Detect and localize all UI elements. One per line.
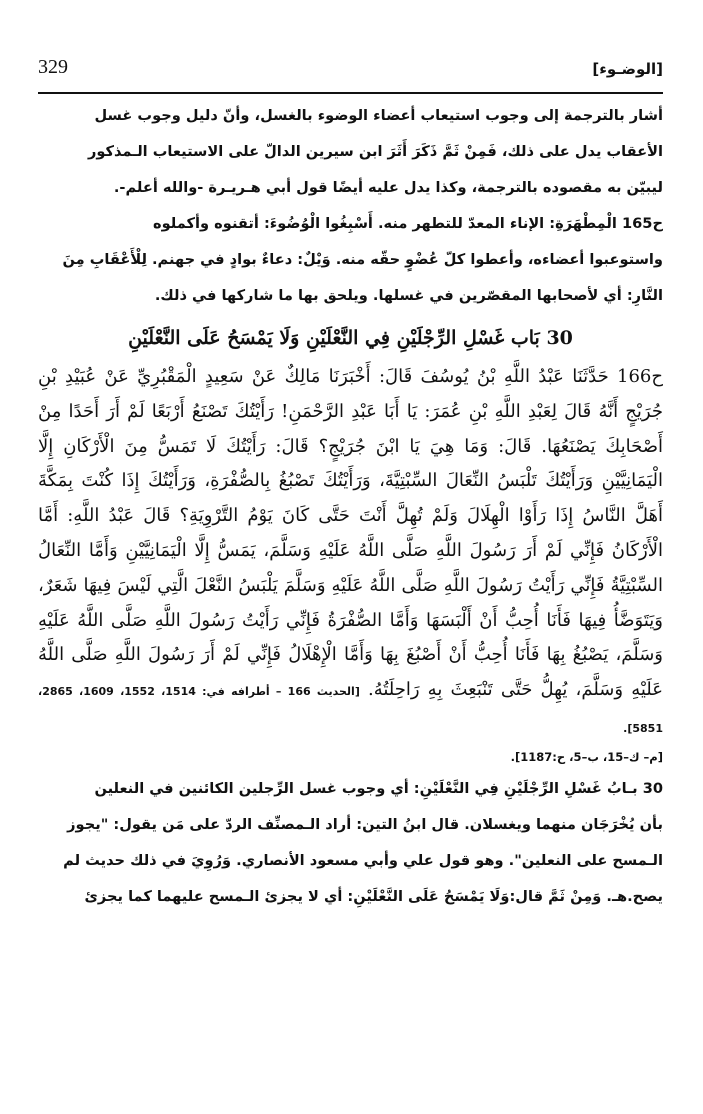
page-header — [38, 52, 663, 94]
hadith-reference: [الحديث 166 – أطرافه في: 1514، 1552، 1609، 2865، 5851]. — [38, 685, 663, 735]
page-number: 329 — [38, 56, 68, 78]
notes-line: ليبيّن به مقصوده بالترجمة، وكذا يدل عليه أيضًا قول أبي هـريـرة -والله أعلم-. — [113, 179, 663, 196]
notes-line: الأعقاب يدل على ذلك، فَمِنْ ثَمَّ ذَكَرَ أَثَرَ ابن سيرين الدالّ على الاستيعاب الـمذكور — [87, 143, 663, 160]
hadith-text — [38, 360, 663, 747]
chapter-title: 30 بَاب غَسْلِ الرِّجْلَيْنِ فِي النَّعْلَيْنِ وَلَا يَمْسَحُ عَلَى النَّعْلَيْنِ — [128, 327, 573, 349]
notes-line: أشار بالترجمة إلى وجوب استيعاب أعضاء الوضوء بالغسل، وأنّ دليل وجوب غسل — [94, 107, 663, 124]
notes-section — [38, 98, 663, 314]
commentary-line: 30 بـابُ غَسْلِ الرِّجْلَيْنِ فِي النَّعْلَيْنِ: أي وجوب غسل الرِّجلين الكائنين في النعلين — [94, 779, 663, 797]
commentary-line: الـمسح على النعلين". وهو قول علي وأبي مسعود الأنصاري. وَرُوِيَ في ذلك حديث لم — [63, 851, 663, 869]
notes-line: النَّارِ: أي لأصحابها المقصّرين في غسلها. ويلحق بها ما شاركها في ذلك. — [154, 287, 663, 304]
notes-line: واستوعبوا أعضاءه، وأعطوا كلّ عُضْوٍ حقّه منه. وَيْلٌ: دعاءٌ بوادٍ في جهنم. لِلْأَعْقَابِ مِنَ — [62, 251, 663, 268]
commentary-line: بأن يُخْرَجَان منهما ويغسلان. قال ابنُ التين: أراد الـمصنِّف الردّ على مَن يقول: "يجوز — [67, 815, 663, 833]
running-title: [الوضـوء] — [592, 60, 663, 78]
commentary-line: يصح.هـ. وَمِنْ ثَمَّ قال:وَلَا يَمْسَحُ عَلَى النَّعْلَيْنِ: أي لا يجزئ الـمسح عليهما كما يجزئ — [84, 887, 663, 905]
page-content — [38, 98, 663, 915]
hadith-reference-muslim: [م– ك–15، ب–5، ح:1187]. — [510, 749, 663, 764]
commentary-section — [38, 771, 663, 915]
notes-line: ح165 الْمِطْهَرَةِ: الإناء المعدّ للتطهر منه. أَسْبِغُوا الْوُضُوءَ: أتقنوه وأكملوه — [153, 215, 663, 232]
hadith-body: ح166 حَدَّثَنَا عَبْدُ اللَّهِ بْنُ يُوسُفَ قَالَ: أَخْبَرَنَا مَالِكٌ عَنْ سَعِيدٍ الْمَقْبُرِيِّ عَنْ عُبَيْدِ بْنِ جُرَيْجٍ أَنَّهُ قَالَ لِعَبْدِ اللَّهِ بْنِ عُمَرَ: يَا أَبَا عَبْدِ الرَّحْمَنِ! رَأَيْتُكَ تَصْنَعُ أَرْبَعًا لَمْ أَرَ أَحَدًا مِنْ أَصْحَابِكَ يَصْنَعُهَا. قَالَ: وَمَا هِيَ يَا ابْنَ جُرَيْجٍ؟ قَالَ: رَأَيْتُكَ لَا تَمَسُّ مِنَ الْأَرْكَانِ إِلَّا الْيَمَانِيَّيْنِ وَرَأَيْتُكَ تَلْبَسُ النِّعَالَ السِّبْتِيَّةَ، وَرَأَيْتُكَ تَصْبُغُ بِالصُّفْرَةِ، وَرَأَيْتُكَ إِذَا كُنْتَ بِمَكَّةَ أَهَلَّ النَّاسُ إِذَا رَأَوْا الْهِلَالَ وَلَمْ تُهِلَّ أَنْتَ حَتَّى كَانَ يَوْمُ التَّرْوِيَةِ؟ قَالَ عَبْدُ اللَّهِ: أَمَّا الْأَرْكَانُ فَإِنِّي لَمْ أَرَ رَسُولَ اللَّهِ صَلَّى اللَّهُ عَلَيْهِ وَسَلَّمَ، يَمَسُّ إِلَّا الْيَمَانِيَّيْنِ وَأَمَّا النِّعَالُ السِّبْتِيَّةُ فَإِنِّي رَأَيْتُ رَسُولَ اللَّهِ صَلَّى اللَّهُ عَلَيْهِ وَسَلَّمَ يَلْبَسُ النَّعْلَ الَّتِي لَيْسَ فِيهَا شَعَرٌ، وَيَتَوَضَّأُ فِيهَا فَأَنَا أُحِبُّ أَنْ أَلْبَسَهَا وَأَمَّا الصُّفْرَةُ فَإِنِّي رَأَيْتُ رَسُولَ اللَّهِ صَلَّى اللَّهُ عَلَيْهِ وَسَلَّمَ، يَصْبُغُ بِهَا فَأَنَا أُحِبُّ أَنْ أَصْبُغَ بِهَا وَأَمَّا الْإِهْلَالُ فَإِنِّي لَمْ أَرَ رَسُولَ اللَّهِ صَلَّى اللَّهُ عَلَيْهِ وَسَلَّمَ، يُهِلُّ حَتَّى تَنْبَعِثَ بِهِ رَاحِلَتُهُ. — [38, 366, 663, 701]
